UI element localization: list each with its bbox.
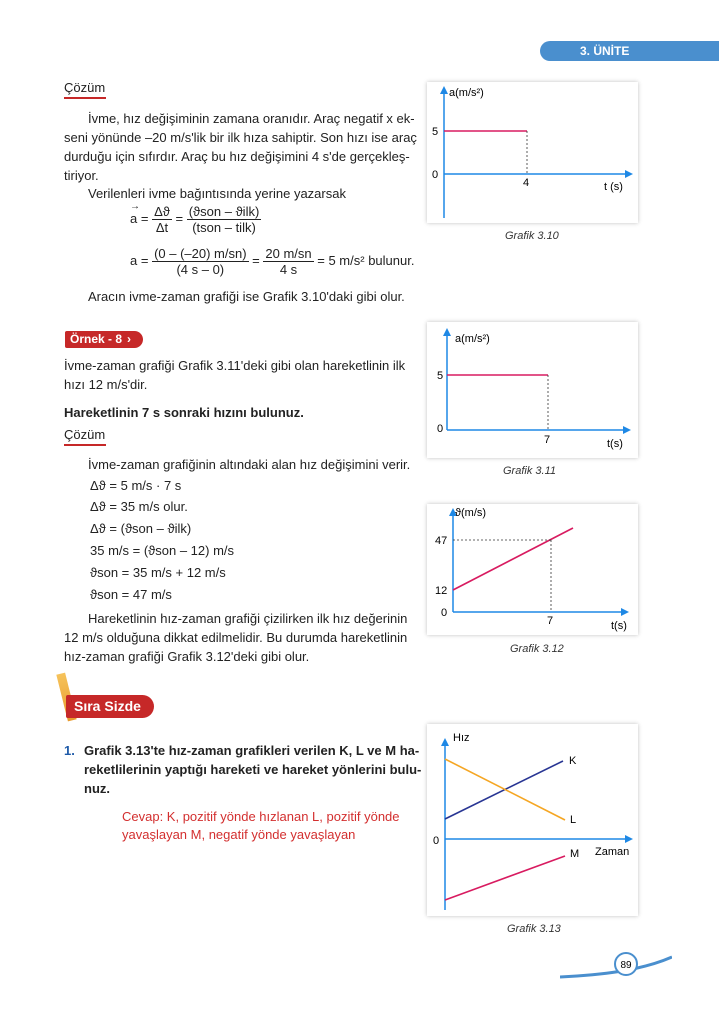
caption-3-11: Grafik 3.11 bbox=[503, 465, 556, 477]
eq2-frac1 bbox=[152, 246, 248, 277]
unit-tab bbox=[540, 41, 719, 61]
solution1-para2: Verilenleri ivme bağıntısında yerine yazarsak bbox=[88, 186, 346, 201]
solution2-line4: Δϑ = (ϑson – ϑilk) bbox=[90, 521, 192, 536]
example-badge-label: Örnek - 8 bbox=[70, 332, 123, 346]
example-question: Hareketlinin 7 s sonraki hızını bulunuz. bbox=[64, 405, 304, 420]
eq1-frac1-den: Δt bbox=[155, 220, 169, 235]
x-axis-arrow-icon bbox=[625, 835, 633, 843]
x-tick: 7 bbox=[544, 434, 551, 446]
page-number-badge bbox=[560, 951, 672, 981]
solution1-para1d: tiriyor. bbox=[64, 168, 99, 183]
solution2-heading-underline bbox=[64, 444, 106, 446]
graph-3-10-svg bbox=[427, 82, 638, 223]
question-number: 1. bbox=[64, 743, 75, 758]
equation-2 bbox=[130, 246, 414, 277]
y-axis-arrow-icon bbox=[440, 86, 448, 94]
graph-3-13 bbox=[427, 724, 638, 916]
solution2-line5: 35 m/s = (ϑson – 12) m/s bbox=[90, 543, 235, 558]
question-line1: Grafik 3.13'te hız-zaman grafikleri verilen K, L ve M ha- bbox=[84, 743, 420, 758]
y-axis-arrow-icon bbox=[443, 328, 451, 336]
solution2-line1: İvme-zaman grafiğinin altındaki alan hız değişimini verir. bbox=[88, 457, 411, 472]
x-label: t(s) bbox=[611, 620, 627, 632]
eq2-frac2-den: 4 s bbox=[279, 262, 298, 277]
example-badge bbox=[65, 331, 143, 348]
x-label: t (s) bbox=[604, 181, 623, 193]
y-label: a(m/s²) bbox=[449, 87, 484, 99]
solution1-para1b: seni yönünde –20 m/s'lik bir ilk hıza sahiptir. Son hızı ise araç bbox=[64, 130, 417, 145]
caption-3-10: Grafik 3.10 bbox=[505, 230, 559, 242]
question-line3: nuz. bbox=[84, 781, 110, 796]
graph-3-12-svg bbox=[427, 504, 638, 635]
solution2-line2: Δϑ = 5 m/s · 7 s bbox=[90, 478, 182, 493]
eq2-equals: = bbox=[252, 252, 260, 268]
eq1-frac2 bbox=[187, 204, 262, 235]
x-tick: 7 bbox=[547, 615, 554, 627]
x-tick: 4 bbox=[523, 177, 530, 189]
caption-3-12: Grafik 3.12 bbox=[510, 643, 564, 655]
y-tick: 5 bbox=[432, 126, 439, 138]
answer-line2: yavaşlayan M, negatif yönde yavaşlayan bbox=[122, 827, 356, 842]
eq1-equals2: = bbox=[175, 210, 184, 226]
eq2-result: = 5 m/s² bulunur. bbox=[317, 252, 415, 268]
solution2-para1: Hareketlinin hız-zaman grafiği çizilirken ilk hız değerinin bbox=[88, 611, 408, 626]
line-m bbox=[445, 856, 565, 900]
solution2-para3: hız-zaman grafiği Grafik 3.12'deki gibi olur. bbox=[64, 649, 310, 664]
graph-3-10 bbox=[427, 82, 638, 223]
solution1-para1c: durduğu için sıfırdır. Araç bu hız değişimini 4 s'de gerçekleş- bbox=[64, 149, 410, 164]
equation-1 bbox=[130, 204, 261, 235]
origin-label: 0 bbox=[441, 607, 448, 619]
graph-3-11-svg bbox=[427, 322, 638, 458]
page-number-svg bbox=[560, 951, 672, 981]
solution-heading-underline bbox=[64, 97, 106, 99]
example-text1: İvme-zaman grafiği Grafik 3.11'deki gibi olan hareketlinin ilk bbox=[64, 358, 406, 373]
solution2-heading: Çözüm bbox=[64, 427, 106, 442]
label-m: M bbox=[570, 848, 580, 860]
y-axis-arrow-icon bbox=[441, 738, 449, 746]
solution2-para2: 12 m/s olduğuna dikkat edilmelidir. Bu durumda hareketlinin bbox=[64, 630, 408, 645]
origin-label: 0 bbox=[432, 169, 439, 181]
x-axis-arrow-icon bbox=[623, 426, 631, 434]
solution-heading: Çözüm bbox=[64, 80, 106, 95]
x-label: t(s) bbox=[607, 438, 623, 450]
y-label: a(m/s²) bbox=[455, 333, 490, 345]
y-tick-top: 47 bbox=[435, 535, 448, 547]
solution2-line7: ϑson = 47 m/s bbox=[90, 587, 172, 602]
question-line2: reketlilerinin yaptığı hareketi ve hareket yönlerini bulu- bbox=[84, 762, 422, 777]
x-axis-arrow-icon bbox=[625, 170, 633, 178]
label-k: K bbox=[569, 755, 577, 767]
eq2-frac2 bbox=[263, 246, 313, 277]
eq2-frac1-num: (0 – (–20) m/sn) bbox=[154, 246, 247, 261]
x-axis-arrow-icon bbox=[621, 608, 629, 616]
y-label: Hız bbox=[453, 732, 470, 744]
sira-sizde-badge bbox=[66, 695, 154, 718]
graph-3-13-svg bbox=[427, 724, 638, 916]
caption-3-13: Grafik 3.13 bbox=[507, 923, 561, 935]
eq2-frac1-den: (4 s – 0) bbox=[176, 262, 225, 277]
eq1-frac2-num: (ϑson – ϑilk) bbox=[188, 204, 260, 219]
eq1-frac1-num: Δϑ bbox=[154, 204, 170, 219]
unit-label: 3. ÜNİTE bbox=[580, 44, 630, 58]
eq2-a: a = bbox=[130, 252, 149, 268]
origin-label: 0 bbox=[433, 835, 440, 847]
answer-line1: Cevap: K, pozitif yönde hızlanan L, pozitif yönde bbox=[122, 809, 400, 824]
y-label: ϑ(m/s) bbox=[455, 507, 487, 519]
chevron-right-icon: › bbox=[127, 332, 131, 346]
x-label: Zaman bbox=[595, 846, 630, 858]
example-text2: hızı 12 m/s'dir. bbox=[64, 377, 148, 392]
velocity-line bbox=[453, 528, 573, 590]
eq1-frac1 bbox=[152, 204, 172, 235]
eq1-a: → a bbox=[130, 211, 137, 226]
origin-label: 0 bbox=[437, 423, 444, 435]
y-tick: 5 bbox=[437, 370, 444, 382]
solution1-para1: İvme, hız değişiminin zamana oranıdır. Araç negatif x ek- bbox=[88, 111, 415, 126]
eq2-frac2-num: 20 m/sn bbox=[265, 246, 312, 261]
solution1-para3: Aracın ivme-zaman grafiği ise Grafik 3.10'daki gibi olur. bbox=[88, 289, 405, 304]
label-l: L bbox=[570, 814, 577, 826]
page-number: 89 bbox=[620, 960, 632, 971]
solution2-line6: ϑson = 35 m/s + 12 m/s bbox=[90, 565, 226, 580]
eq1-equals: = bbox=[140, 210, 149, 226]
y-tick-low: 12 bbox=[435, 585, 448, 597]
solution2-line3: Δϑ = 35 m/s olur. bbox=[90, 499, 188, 514]
sira-sizde-label: Sıra Sizde bbox=[74, 698, 141, 714]
eq1-frac2-den: (tson – tilk) bbox=[192, 220, 256, 235]
graph-3-12 bbox=[427, 504, 638, 635]
graph-3-11 bbox=[427, 322, 638, 458]
